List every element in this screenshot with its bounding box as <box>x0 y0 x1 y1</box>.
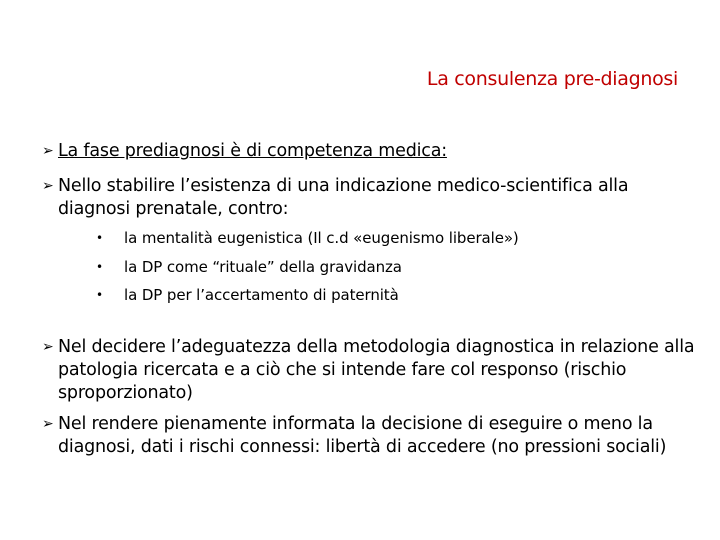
sub-bullet-text: la DP come “rituale” della gravidanza <box>124 258 402 276</box>
dot-bullet-icon: • <box>96 260 103 274</box>
slide-title: La consulenza pre-diagnosi <box>426 68 678 90</box>
bullet-item <box>42 413 702 459</box>
dot-bullet-icon: • <box>96 288 103 302</box>
arrow-bullet-icon: ➢ <box>42 416 54 432</box>
arrow-bullet-icon: ➢ <box>42 178 54 194</box>
sub-bullet-text: la mentalità eugenistica (Il c.d «eugenismo liberale») <box>124 229 519 247</box>
sub-bullet-text: la DP per l’accertamento di paternità <box>124 286 399 304</box>
bullet-text: La fase prediagnosi è di competenza medica: <box>58 141 447 161</box>
bullet-text: Nel rendere pienamente informata la decisione di eseguire o meno la diagnosi, dati i rischi connessi: libertà di accedere (no pressioni sociali) <box>58 414 667 457</box>
sub-bullet-item <box>96 285 696 305</box>
dot-bullet-icon: • <box>96 231 103 245</box>
sub-bullet-item <box>96 257 696 277</box>
bullet-text: Nel decidere l’adeguatezza della metodologia diagnostica in relazione alla patologia ricercata e a ciò che si intende fare col responso (rischio sproporzionato) <box>58 337 695 403</box>
sub-bullet-item <box>96 228 696 248</box>
arrow-bullet-icon: ➢ <box>42 339 54 355</box>
arrow-bullet-icon: ➢ <box>42 143 54 159</box>
bullet-item <box>42 140 702 163</box>
bullet-item <box>42 175 702 221</box>
bullet-item <box>42 336 702 405</box>
bullet-text: Nello stabilire l’esistenza di una indicazione medico-scientifica alla diagnosi prenatale, contro: <box>58 176 629 219</box>
